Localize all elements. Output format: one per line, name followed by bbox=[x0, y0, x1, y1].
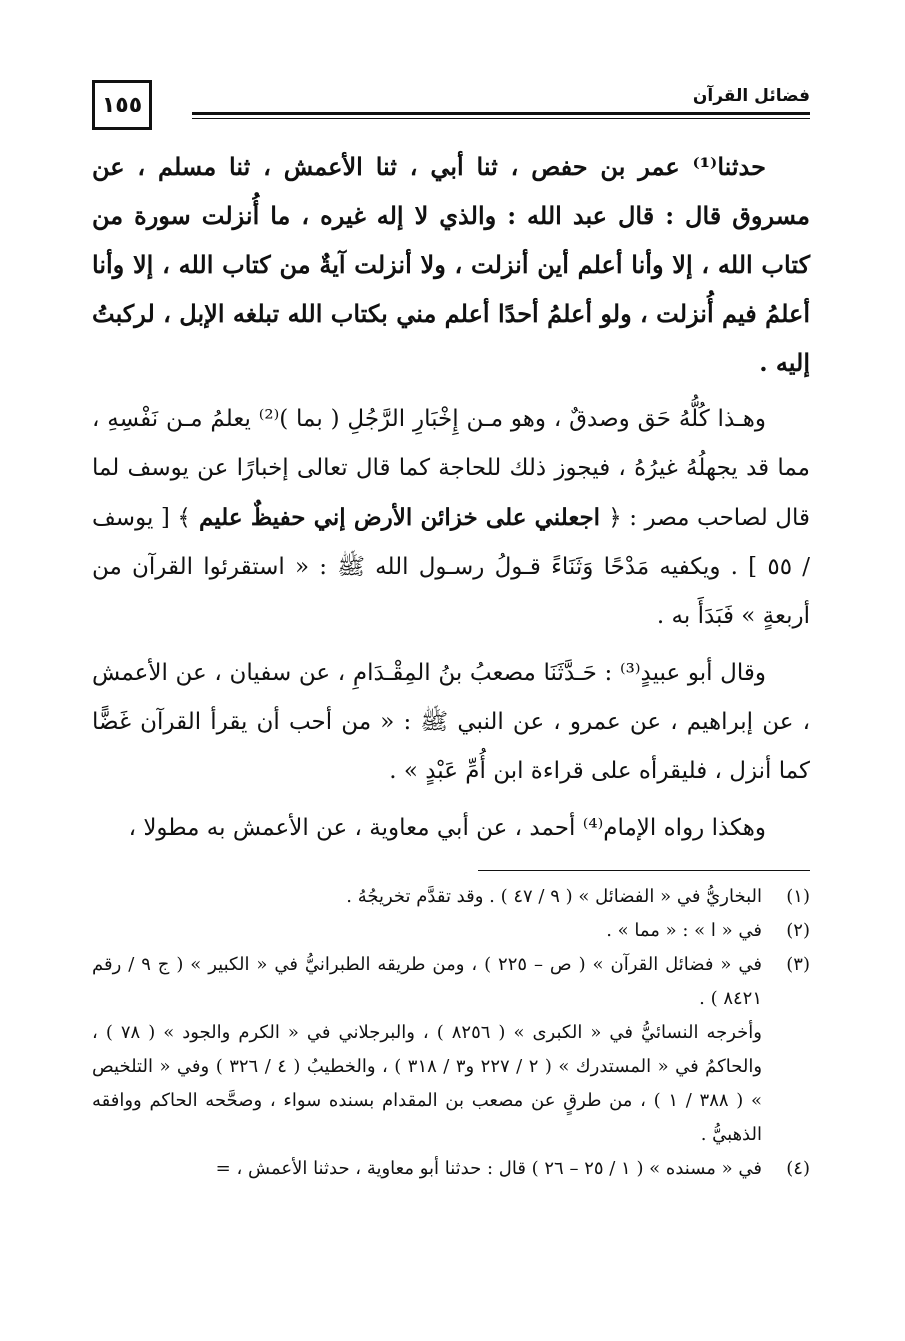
footnote-text: في « مسنده » ( ١ / ٢٥ – ٢٦ ) قال : حدثنا أبو معاوية ، حدثنا الأعمش ، = bbox=[215, 1158, 762, 1179]
main-text bbox=[92, 142, 810, 861]
footnote-2 bbox=[92, 914, 810, 948]
paragraph-2 bbox=[92, 395, 810, 641]
footnote-text: في « فضائل القرآن » ( ص – ٢٢٥ ) ، ومن طريقه الطبرانيُّ في « الكبير » ( ج ٩ / رقم ٨٤٢١ ) . bbox=[92, 954, 762, 1009]
footnotes bbox=[92, 880, 810, 1186]
footnote-3 bbox=[92, 948, 810, 1016]
paragraph-2-part-2: ﴾ [ يوسف / ٥٥ ] . ويكفيه مَدْحًا وَثَنَاءً قـولُ رسـول الله ﷺ : « استقرئوا القرآن من أربعةٍ » فَبَدَأَ به . bbox=[92, 505, 810, 629]
footnote-4 bbox=[92, 1152, 810, 1186]
footnote-number: (٢) bbox=[786, 920, 810, 941]
footnote-text: في « ا » : « مما » . bbox=[606, 920, 762, 941]
footnote-number: (٤) bbox=[786, 1158, 810, 1179]
header-rule bbox=[192, 112, 810, 115]
footnote-separator bbox=[478, 870, 810, 871]
paragraph-1: حدثنا⁽¹⁾ عمر بن حفص ، ثنا أبي ، ثنا الأعمش ، ثنا مسلم ، عن مسروق قال : قال عبد الله : والذي لا إله غيره ، ما أُنزلت سورة من كتاب الله ، إلا وأنا أعلم أين أنزلت ، ولا أنزلت آيةٌ من كتاب الله ، إلا وأنا أعلمُ فيم أُنزلت ، ولو أعلمُ أحدًا أعلم مني بكتاب الله تبلغه الإبل ، لركبتُ إليه . bbox=[92, 152, 810, 377]
header-rule-thin bbox=[192, 118, 810, 119]
running-title: فضائل القرآن bbox=[692, 86, 810, 106]
paragraph-3: وقال أبو عبيدٍ⁽³⁾ : حَـدَّثَنَا مصعبُ بنُ المِقْـدَامِ ، عن سفيان ، عن الأعمش ، عن إبراهيم ، عن عمرو ، عن النبي ﷺ : « من أحب أن يقرأ القرآن غَضًّا كما أنزل ، فليقرأه على قراءة ابن أُمِّ عَبْدٍ » . bbox=[92, 660, 810, 784]
footnote-1 bbox=[92, 880, 810, 914]
paragraph-4: وهكذا رواه الإمام⁽⁴⁾ أحمد ، عن أبي معاوية ، عن الأعمش به مطولا ، bbox=[128, 815, 766, 841]
footnote-3-continuation: وأخرجه النسائيُّ في « الكبرى » ( ٨٢٥٦ ) ، والبرجلاني في « الكرم والجود » ( ٧٨ ) ، والحاكمُ في « المستدرك » ( ٢ / ٢٢٧ و٣ / ٣١٨ ) ، والخطيبُ ( ٤ / ٣٢٦ ) وفي « التلخيص » ( ٣٨٨ / ١ ) ، من طرقٍ عن مصعب بن المقدام بسنده سواء ، وصحَّحه الحاكم ووافقه الذهبيُّ . bbox=[92, 1022, 763, 1145]
paragraph-2-part-1: وهـذا كُلُّهُ حَق وصدقٌ ، وهو مـن إِخْبَارِ الرَّجُلِ ( بما )⁽²⁾ يعلمُ مـن نَفْسِهِ ، مما قد يجهلُهُ غيرُهُ ، فيجوز ذلك للحاجة كما قال تعالى إخبارًا عن يوسف لما قال لصاحب مصر : ﴿ bbox=[92, 406, 811, 531]
footnote-text: البخاريُّ في « الفضائل » ( ٩ / ٤٧ ) . وقد تقدَّم تخريجُهُ . bbox=[346, 886, 762, 907]
quran-quote: اجعلني على خزائن الأرض إني حفيظٌ عليم bbox=[190, 504, 609, 531]
page-header bbox=[92, 74, 810, 144]
footnote-number: (١) bbox=[786, 886, 810, 907]
page-number: ١٥٥ bbox=[92, 80, 152, 130]
footnote-number: (٣) bbox=[786, 954, 810, 975]
